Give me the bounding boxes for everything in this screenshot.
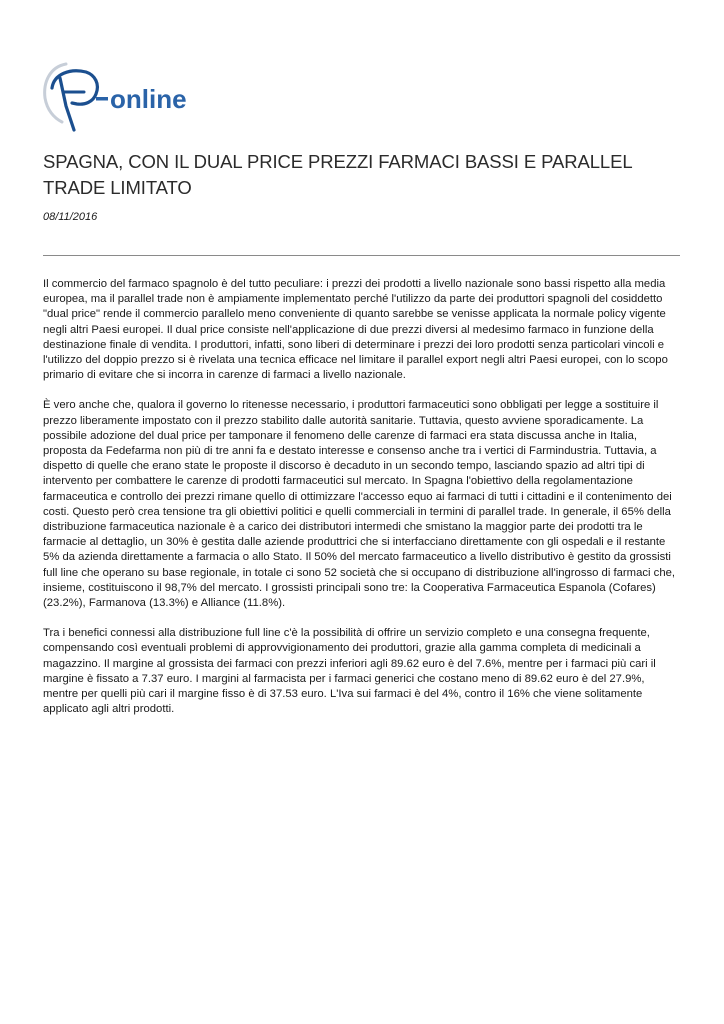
article-title: SPAGNA, CON IL DUAL PRICE PREZZI FARMACI BASSI E PARALLEL TRADE LIMITATO: [43, 151, 632, 198]
article-paragraph: Il commercio del farmaco spagnolo è del tutto peculiare: i prezzi dei prodotti a livello nazionale sono bassi rispetto alla media europea, ma il parallel trade non è ampiamente implementato perché l'utilizzo da parte dei produttori spagnoli del cosiddetto "dual price" rende il commercio parallelo meno conveniente di quanto sarebbe se venisse applicata la normale policy vigente negli altri Paesi europei. Il dual price consiste nell'applicazione di due prezzi diversi al medesimo farmaco in funzione della destinazione finale di vendita. I produttori, infatti, sono liberi di determinare i prezzi dei loro prodotti senza particolari vincoli e l'utilizzo del doppio prezzo si è rivelata una tecnica efficace nel limitare il parallel export negli altri Paesi europei, con lo scopo primario di evitare che si incorra in carenze di farmaci a livello nazionale.: [43, 278, 668, 382]
article-date: 08/11/2016: [43, 211, 98, 223]
article-paragraph: Tra i benefici connessi alla distribuzione full line c'è la possibilità di offrire un servizio completo e una consegna frequente, compensando così eventuali problemi di approvvigionamento dei produttori, grazie alla gamma completa di medicinali a magazzino. Il margine al grossista dei farmaci con prezzi inferiori agli 89.62 euro è del 7.6%, mentre per i farmaci più cari il margine è fissato a 7.37 euro. I margini al farmacista per i farmaci generici che costano meno di 89.62 euro è del 27.9%, mentre per quelli più cari il margine fisso è di 37.53 euro. L'Iva sui farmaci è del 4%, contro il 16% che viene solitamente applicato agli altri prodotti.: [43, 627, 656, 716]
divider: [43, 255, 680, 256]
brand-logo[interactable]: [40, 58, 190, 132]
article-paragraph: È vero anche che, qualora il governo lo ritenesse necessario, i produttori farmaceutici sono obbligati per legge a sostituire il prezzo liberamente impostato con il prezzo stabilito dalle autorità sanitarie. Tuttavia, questo avviene sporadicamente. La possibile adozione del dual price per tamponare il fenomeno delle carenze di farmaci era stata discussa anche in Italia, proposta da Fedefarma non più di tre anni fa e destato interesse e consenso anche tra i vertici di Farmindustria. Tuttavia, a dispetto di quelle che erano state le proposte il discorso è decaduto in un secondo tempo, lasciando spazio ad altri tipi di intervento per combattere le carenze di prodotti farmaceutici sul mercato. In Spagna l'obiettivo della regolamentazione farmaceutica e controllo dei prezzi rimane quello di ottimizzare l'accesso equo ai farmaci di tutti i cittadini e il contenimento dei costi. Questo però crea tensione tra gli obiettivi politici e quelli commerciali in termini di parallel trade. In generale, il 65% della distribuzione farmaceutica nazionale è a carico dei distributori intermedi che smistano la maggior parte dei prodotti tra le farmacie al dettaglio, un 30% è gestita dalle aziende produttrici che si interfacciano direttamente con gli ospedali e il restante 5% da azienda direttamente a farmacia o allo Stato. Il 50% del mercato farmaceutico a livello distributivo è gestito da grossisti full line che operano su base regionale, in totale ci sono 52 società che si occupano di distribuzione all'ingrosso di farmaci che, insieme, costituiscono il 98,7% del mercato. I grossisti principali sono tre: la Cooperativa Farmaceutica Espanola (Cofares) (23.2%), Farmanova (13.3%) e Alliance (11.8%).: [43, 399, 676, 610]
logo-wordmark: online: [110, 84, 187, 114]
f-online-logo-icon: [40, 58, 190, 132]
logo-dash-shape: [96, 97, 108, 101]
article-body: [43, 277, 681, 732]
logo-f-curve-shape: [52, 71, 97, 104]
